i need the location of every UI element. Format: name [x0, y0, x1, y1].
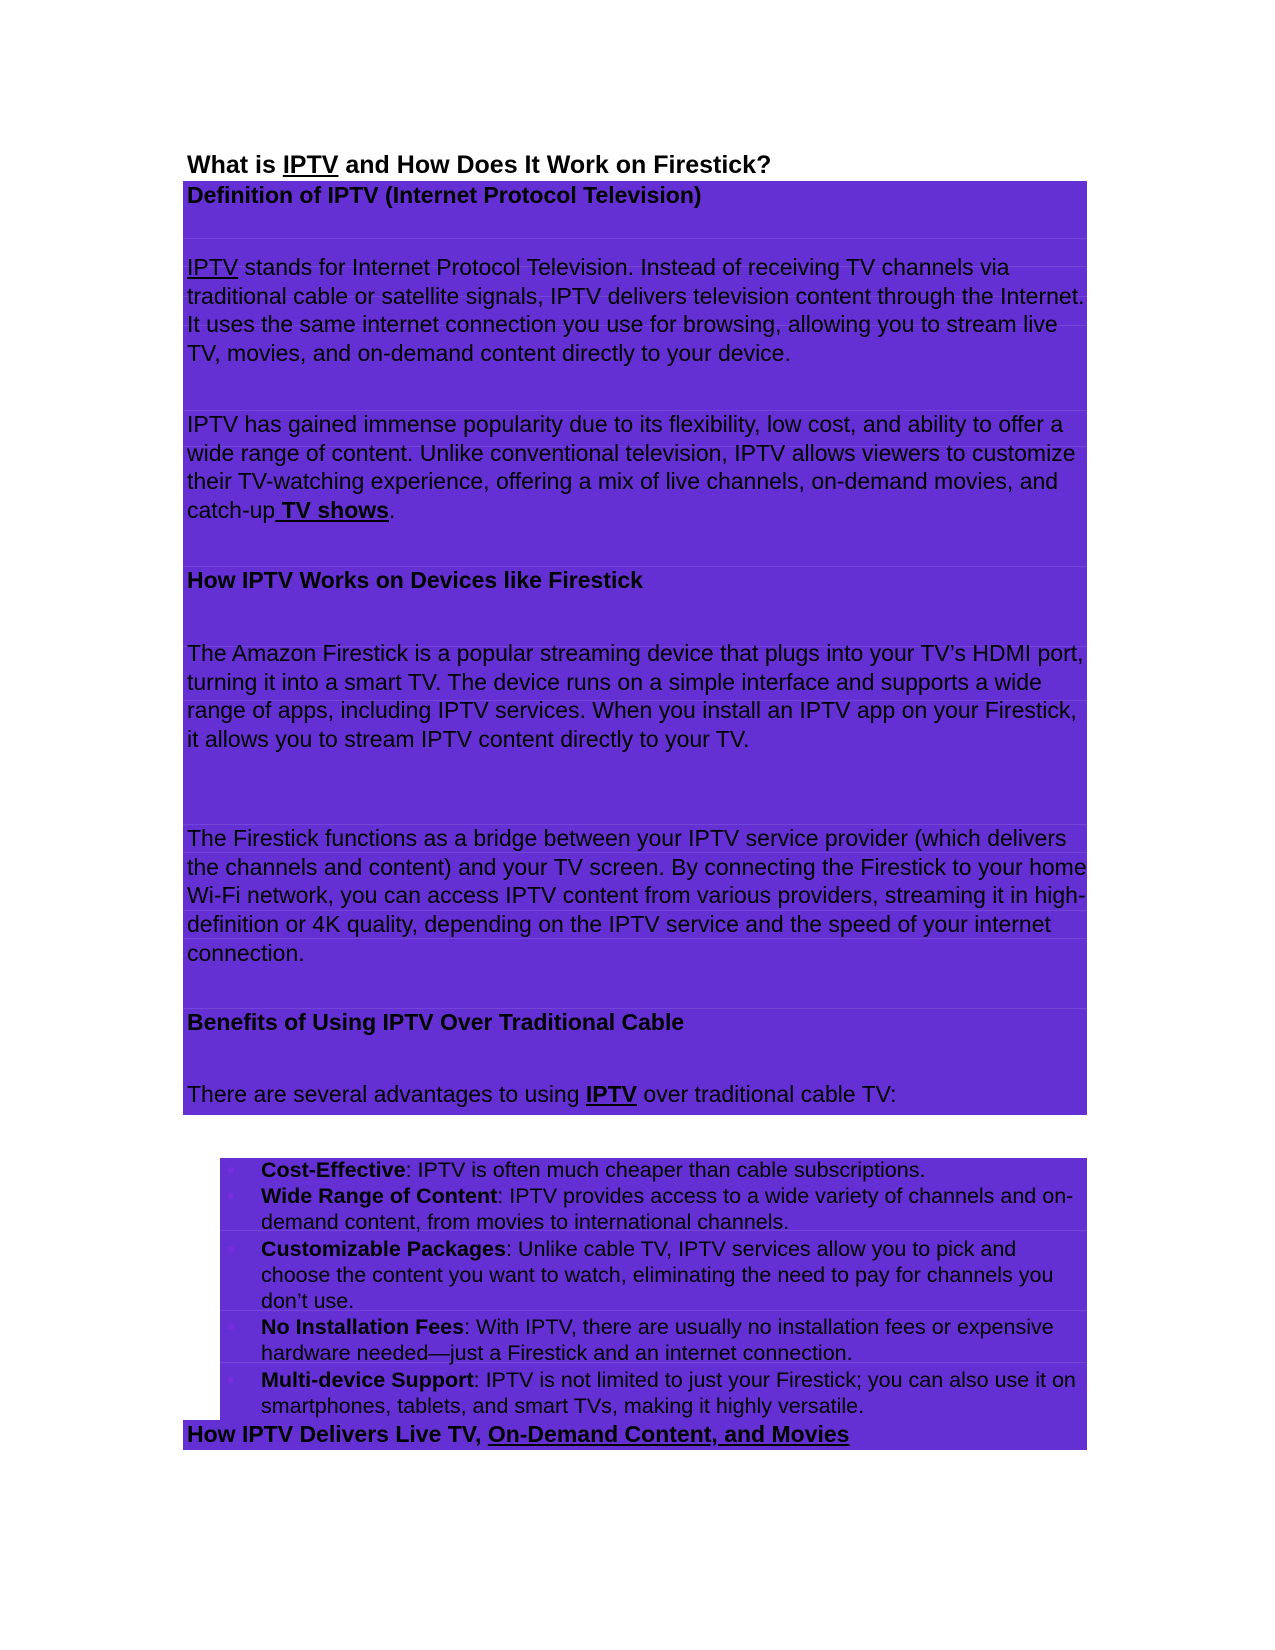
popularity-tail: .: [388, 497, 396, 524]
bullet-label: Wide Range of Content: [261, 1184, 498, 1209]
bullet-text: : With IPTV, there are usually no installation fees or expensive hardware needed—just a Firestick and an internet connection.: [261, 1315, 1054, 1366]
advantages-pre: There are several advantages to using: [187, 1081, 586, 1107]
bullet-label: Customizable Packages: [261, 1236, 506, 1261]
page-title: [187, 150, 771, 180]
title-post: and How Does It Work on Firestick?: [338, 151, 772, 179]
benefits-heading: Benefits of Using IPTV Over Traditional Cable: [187, 1009, 685, 1035]
bullet-label: Multi-device Support: [261, 1367, 474, 1392]
bullet-icon: [228, 1324, 234, 1330]
line-separator: [183, 238, 1087, 239]
bullet-icon: [228, 1167, 234, 1173]
firestick-paragraph: The Amazon Firestick is a popular streaming device that plugs into your TV’s HDMI port, turning it into a smart TV. The device runs on a simple interface and supports a wide range of apps, including IPTV services. When you install an IPTV app on your Firestick, it allows you to stream IPTV content directly to your TV.: [187, 640, 1084, 753]
list-item: [224, 1157, 1086, 1183]
delivers-heading: [187, 1419, 849, 1449]
title-pre: What is: [187, 151, 283, 179]
bullet-icon: [228, 1193, 234, 1199]
on-demand-link[interactable]: On-Demand Content, and Movies: [487, 1421, 850, 1447]
list-item: [224, 1236, 1086, 1315]
bullet-text: : IPTV is often much cheaper than cable subscriptions.: [405, 1158, 926, 1182]
advantages-post: over traditional cable TV:: [637, 1081, 897, 1107]
tv-shows-link[interactable]: TV shows: [275, 497, 389, 524]
bullet-label: No Installation Fees: [261, 1315, 465, 1340]
bullet-icon: [228, 1246, 234, 1252]
bullet-text: : IPTV provides access to a wide variety of channels and on-demand content, from movies to international channels.: [261, 1184, 1074, 1235]
delivers-heading-pre: How IPTV Delivers Live TV,: [187, 1421, 488, 1447]
bridge-paragraph: The Firestick functions as a bridge between your IPTV service provider (which delivers the channels and content) and your TV screen. By connecting the Firestick to your home Wi-Fi network, you can access IPTV content from various providers, streaming it in high-definition or 4K quality, depending on the IPTV service and the speed of your internet connection.: [187, 825, 1087, 966]
iptv-link[interactable]: IPTV: [187, 254, 239, 280]
iptv-title-link[interactable]: IPTV: [282, 151, 339, 179]
bullet-text: : Unlike cable TV, IPTV services allow you to pick and choose the content you want to watch, eliminating the need to pay for channels you don’t use.: [261, 1236, 1054, 1314]
popularity-text: IPTV has gained immense popularity due to its flexibility, low cost, and ability to offer a wide range of content. Unlike conventional television, IPTV allows viewers to customize their TV-watching experience, offering a mix of live channels, on-demand movies, and catch-up: [187, 411, 1076, 524]
iptv-advantages-link[interactable]: IPTV: [585, 1081, 638, 1107]
bullet-icon: [228, 1377, 234, 1383]
advantages-intro: [187, 1080, 1087, 1109]
list-item: [224, 1314, 1086, 1366]
list-item: [224, 1367, 1086, 1419]
bullet-text: : IPTV is not limited to just your Firestick; you can also use it on smartphones, tablets, and smart TVs, making it highly versatile.: [261, 1367, 1076, 1418]
definition-heading: Definition of IPTV (Internet Protocol Television): [187, 182, 702, 208]
works-heading: How IPTV Works on Devices like Firestick: [187, 567, 643, 593]
popularity-paragraph: [187, 410, 1087, 525]
bullet-label: Cost-Effective: [261, 1158, 406, 1182]
list-item: [224, 1183, 1086, 1235]
definition-paragraph: [187, 253, 1087, 368]
benefits-list: [224, 1157, 1086, 1419]
definition-text: stands for Internet Protocol Television. Instead of receiving TV channels via traditional cable or satellite signals, IPTV delivers television content through the Internet. It uses the same internet connection you use for browsing, allowing you to stream live TV, movies, and on-demand content directly to your device.: [187, 254, 1085, 367]
